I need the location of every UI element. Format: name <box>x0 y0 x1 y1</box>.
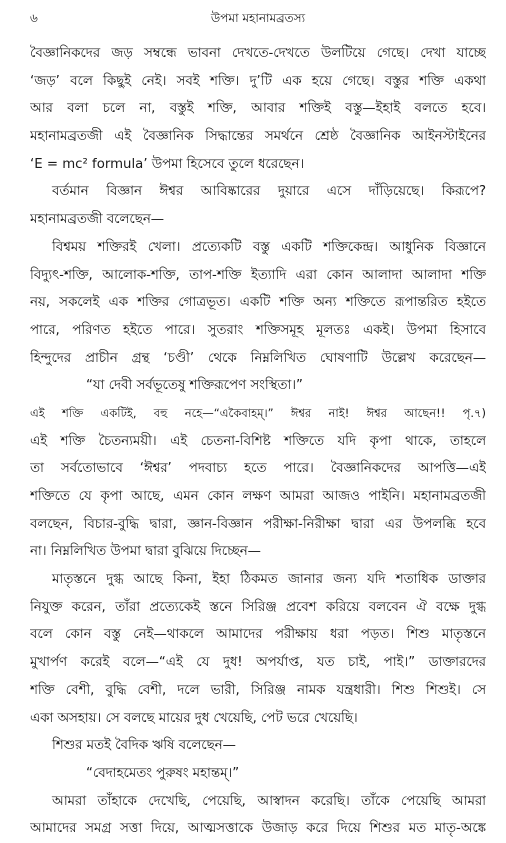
body-text <box>30 40 486 843</box>
text-line: বিশ্বময় শক্তিরই খেলা। প্রত্যেকটি বস্তু একটি শক্তিকেন্দ্র। আধুনিক বিজ্ঞানে <box>52 239 486 255</box>
running-title: উপমা মহানামব্রতস্য <box>210 11 306 25</box>
text-line: তা সর্বতোভাবে ‘ঈশ্বর’ পদবাচ্য হতে পারে। বৈজ্ঞানিকদের আপত্তি—এই <box>30 461 486 477</box>
text-line: এই শক্তি একটিই, বহু নহে—“একৈবাহম্।” ঈশ্বর নাই! ঈশ্বর আছেন!! পৃ.৭) <box>30 405 486 420</box>
quote-line: “যা দেবী সর্বভূতেষু শক্তিরূপেণ সংস্থিতা।” <box>86 378 303 394</box>
text-line: আমাদের সমগ্র সত্তা দিয়ে, আত্মসত্তাকে উজাড় করে দিয়ে শিশুর মত মাতৃ-অঙ্কে <box>30 821 486 837</box>
page-number: ৬ <box>30 11 38 25</box>
text-line: ‘E = mc² formula’ উপমা হিসেবে তুলে ধরেছেন। <box>30 156 305 172</box>
text-line: বিদ্যুৎ-শক্তি, আলোক-শক্তি, তাপ-শক্তি ইত্যাদি এরা কোন আলাদা আলাদা শক্তি <box>30 267 486 283</box>
page-header <box>30 10 486 32</box>
quote-line: “বেদাহমেতং পুরুষং মহান্তম্।” <box>86 765 240 781</box>
text-line: আর বলা চলে না, বস্তুই শক্তি, আবার শক্তিই বস্তু—ইহাই বলতে হবে। <box>30 101 486 117</box>
text-line: মহানামব্রতজী বলেছেন— <box>30 212 165 228</box>
text-line: মাতৃস্তনে দুগ্ধ আছে কিনা, ইহা ঠিকমত জানার জন্য যদি শতাধিক ডাক্তার <box>52 572 486 588</box>
text-line: মহানামব্রতজী এই বৈজ্ঞানিক সিদ্ধান্তের সমর্থনে শ্রেষ্ঠ বৈজ্ঞানিক আইনস্টাইনের <box>30 129 486 145</box>
text-line: শক্তি বেশী, বুদ্ধি বেশী, দলে ভারী, সিরিঞ্জ নামক যন্ত্রধারী। শিশু শিশুই। সে <box>30 682 486 698</box>
text-line: মুখার্পণ করেই বলে—“এই যে দুধ! অপর্যাপ্ত, যত চাই, পাই।” ডাক্তারদের <box>30 655 486 671</box>
text-line: এই শক্তি চৈতন্যময়ী। এই চেতনা-বিশিষ্ট শক্তিতে যদি কৃপা থাকে, তাহলে <box>30 433 486 449</box>
text-line: আমরা তাঁহাকে দেখেছি, পেয়েছি, আস্বাদন করেছি। তাঁকে পেয়েছি আমরা <box>52 793 486 809</box>
text-line: নয়, সকলেই এক শক্তির গোত্রভূত। একটি শক্তি অন্য শক্তিতে রূপান্তরিত হইতে <box>30 295 486 311</box>
text-line: একা অসহায়। সে বলছে মায়ের দুধ খেয়েছি, পেট ভরে খেয়েছি। <box>30 710 358 726</box>
text-line: শক্তিতে যে কৃপা আছে, এমন কোন লক্ষণ আমরা আজও পাইনি। মহানামব্রতজী <box>30 489 486 504</box>
text-line: বলছেন, বিচার-বুদ্ধি দ্বারা, জ্ঞান-বিজ্ঞান পরীক্ষা-নিরীক্ষা দ্বারা এর উপলব্ধি হবে <box>30 516 486 532</box>
text-line: বর্তমান বিজ্ঞান ঈশ্বর আবিষ্কারের দুয়ারে এসে দাঁড়িয়েছে। কিরূপে? <box>52 184 486 200</box>
text-line: শিশুর মতই বৈদিক ঋষি বলেছেন— <box>52 738 236 754</box>
text-line: নিযুক্ত করেন, তাঁরা প্রত্যেকেই স্তনে সিরিঞ্জ প্রবেশ করিয়ে বলবেন ঐ বক্ষে দুগ্ধ <box>30 599 486 615</box>
text-line: পারে, পরিণত হইতে পারে। সুতরাং শক্তিসমূহ মূলতঃ একই। উপমা হিসাবে <box>30 322 486 338</box>
text-line: না। নিম্নলিখিত উপমা দ্বারা বুঝিয়ে দিচ্ছেন— <box>30 544 261 560</box>
text-line: বৈজ্ঞানিকদের জড় সম্বন্ধে ভাবনা দেখতে-দেখতে উলটিয়ে গেছে। দেখা যাচ্ছে <box>30 46 486 61</box>
text-line: ‘জড়’ বলে কিছুই নেই। সবই শক্তি। দু’টি এক হয়ে গেছে। বস্তুর শক্তি একথা <box>30 73 486 89</box>
text-line: বলে কোন বস্তু নেই—থাকলে আমাদের পরীক্ষায় ধরা পড়ত। শিশু মাতৃস্তনে <box>30 627 486 643</box>
text-line: হিন্দুদের প্রাচীন গ্রন্থ ‘চণ্ডী’ থেকে নিম্নলিখিত ঘোষণাটি উল্লেখ করেছেন— <box>30 350 486 366</box>
